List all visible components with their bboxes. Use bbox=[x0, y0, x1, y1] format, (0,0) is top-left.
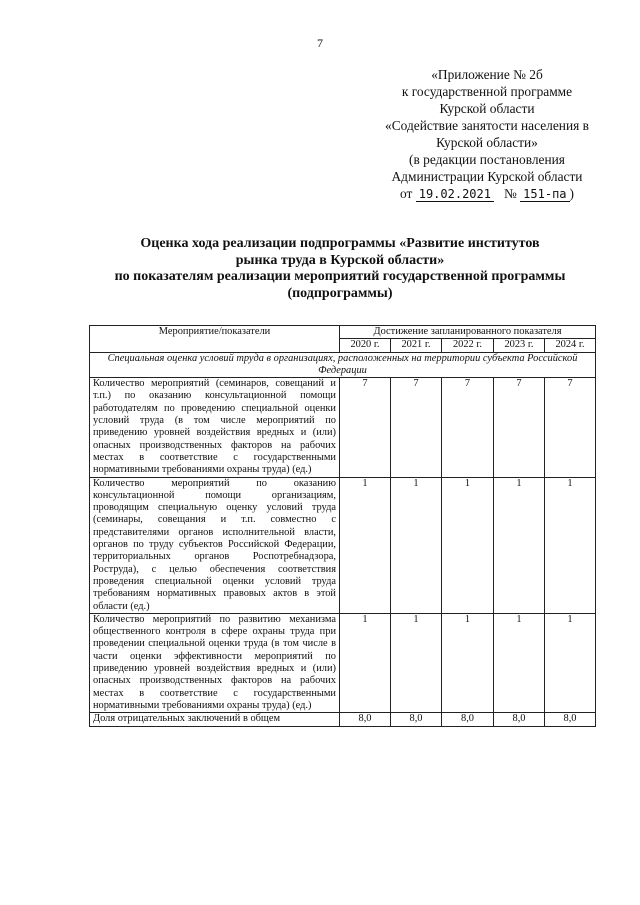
indicators-table bbox=[89, 325, 596, 727]
number-label: № bbox=[504, 186, 517, 201]
row-label: Количество мероприятий (семинаров, совещаний и т.п.) по оказанию консультационной помощи работодателям по проведению специальной оценки условий труда (в том числе мероприятий по приведению уровней воздействия вредных и (или) опасных производственных факторов на рабочих местах в соответствие с государственными нормативными требованиями охраны труда) (ед.) bbox=[90, 378, 340, 477]
year-header: 2021 г. bbox=[391, 339, 442, 352]
column-header-achievement: Достижение запланированного показателя bbox=[340, 326, 596, 339]
closing-paren: ) bbox=[569, 186, 574, 201]
row-value: 7 bbox=[391, 378, 442, 477]
row-value: 1 bbox=[545, 477, 596, 613]
row-value: 8,0 bbox=[442, 713, 494, 726]
row-value: 7 bbox=[340, 378, 391, 477]
annex-line: «Приложение № 2б bbox=[431, 67, 543, 82]
annex-line: Курской области bbox=[439, 101, 535, 116]
table-row bbox=[90, 378, 596, 477]
resolution-date: 19.02.2021 bbox=[416, 187, 494, 202]
resolution-number: 151-па bbox=[520, 187, 569, 202]
title-line: рынка труда в Курской области» bbox=[235, 252, 445, 268]
section-heading: Специальная оценка условий труда в организациях, расположенных на территории субъекта Российской Федерации bbox=[90, 352, 596, 378]
column-header-measure: Мероприятие/показатели bbox=[90, 326, 340, 353]
row-value: 1 bbox=[391, 613, 442, 712]
from-label: от bbox=[400, 186, 413, 201]
document-title bbox=[60, 236, 620, 302]
year-header: 2020 г. bbox=[340, 339, 391, 352]
row-value: 8,0 bbox=[494, 713, 545, 726]
annex-line: Курской области» bbox=[436, 135, 538, 150]
row-label: Количество мероприятий по оказанию консультационной помощи организациям, проводящим специальную оценку условий труда (семинары, совещания и т.п. совместно с представителями органов исполнительной власти, органов по труду субъектов Российской Федерации, территориальных органов Роспотребнадзора, Роструда), с целью обеспечения соответствия проведения специальной оценки условий труда требованиям нормативных правовых актов в этой области (ед.) bbox=[90, 477, 340, 613]
row-value: 8,0 bbox=[545, 713, 596, 726]
row-value: 1 bbox=[545, 613, 596, 712]
row-value: 8,0 bbox=[340, 713, 391, 726]
year-header: 2022 г. bbox=[442, 339, 494, 352]
page-number: 7 bbox=[317, 36, 323, 50]
annex-line: (в редакции постановления bbox=[409, 152, 565, 167]
table-row bbox=[90, 713, 596, 726]
row-value: 1 bbox=[442, 613, 494, 712]
row-value: 1 bbox=[442, 477, 494, 613]
row-value: 7 bbox=[494, 378, 545, 477]
row-label: Доля отрицательных заключений в общем bbox=[90, 713, 340, 726]
title-line: (подпрограммы) bbox=[287, 285, 393, 301]
row-label: Количество мероприятий по развитию механизма общественного контроля в сфере охраны труда при проведении специальной оценки труда (в том числе в части оценки эффективности мероприятий по приведению уровней воздействия вредных и (или) опасных производственных факторов на рабочих местах в соответствие с государственными нормативными требованиями охраны труда) (ед.) bbox=[90, 613, 340, 712]
table-row bbox=[90, 613, 596, 712]
row-value: 1 bbox=[340, 613, 391, 712]
annex-line: Администрации Курской области bbox=[391, 169, 583, 184]
title-line: по показателям реализации мероприятий государственной программы bbox=[114, 269, 566, 284]
row-value: 1 bbox=[494, 477, 545, 613]
table-row bbox=[90, 477, 596, 613]
year-header: 2024 г. bbox=[545, 339, 596, 352]
annex-header bbox=[352, 66, 622, 203]
row-value: 7 bbox=[545, 378, 596, 477]
row-value: 1 bbox=[494, 613, 545, 712]
annex-line: к государственной программе bbox=[401, 84, 573, 99]
row-value: 8,0 bbox=[391, 713, 442, 726]
annex-line: «Содействие занятости населения в bbox=[385, 118, 589, 133]
year-header: 2023 г. bbox=[494, 339, 545, 352]
title-line: Оценка хода реализации подпрограммы «Развитие институтов bbox=[140, 236, 540, 251]
resolution-reference bbox=[352, 185, 622, 203]
row-value: 7 bbox=[442, 378, 494, 477]
row-value: 1 bbox=[340, 477, 391, 613]
row-value: 1 bbox=[391, 477, 442, 613]
